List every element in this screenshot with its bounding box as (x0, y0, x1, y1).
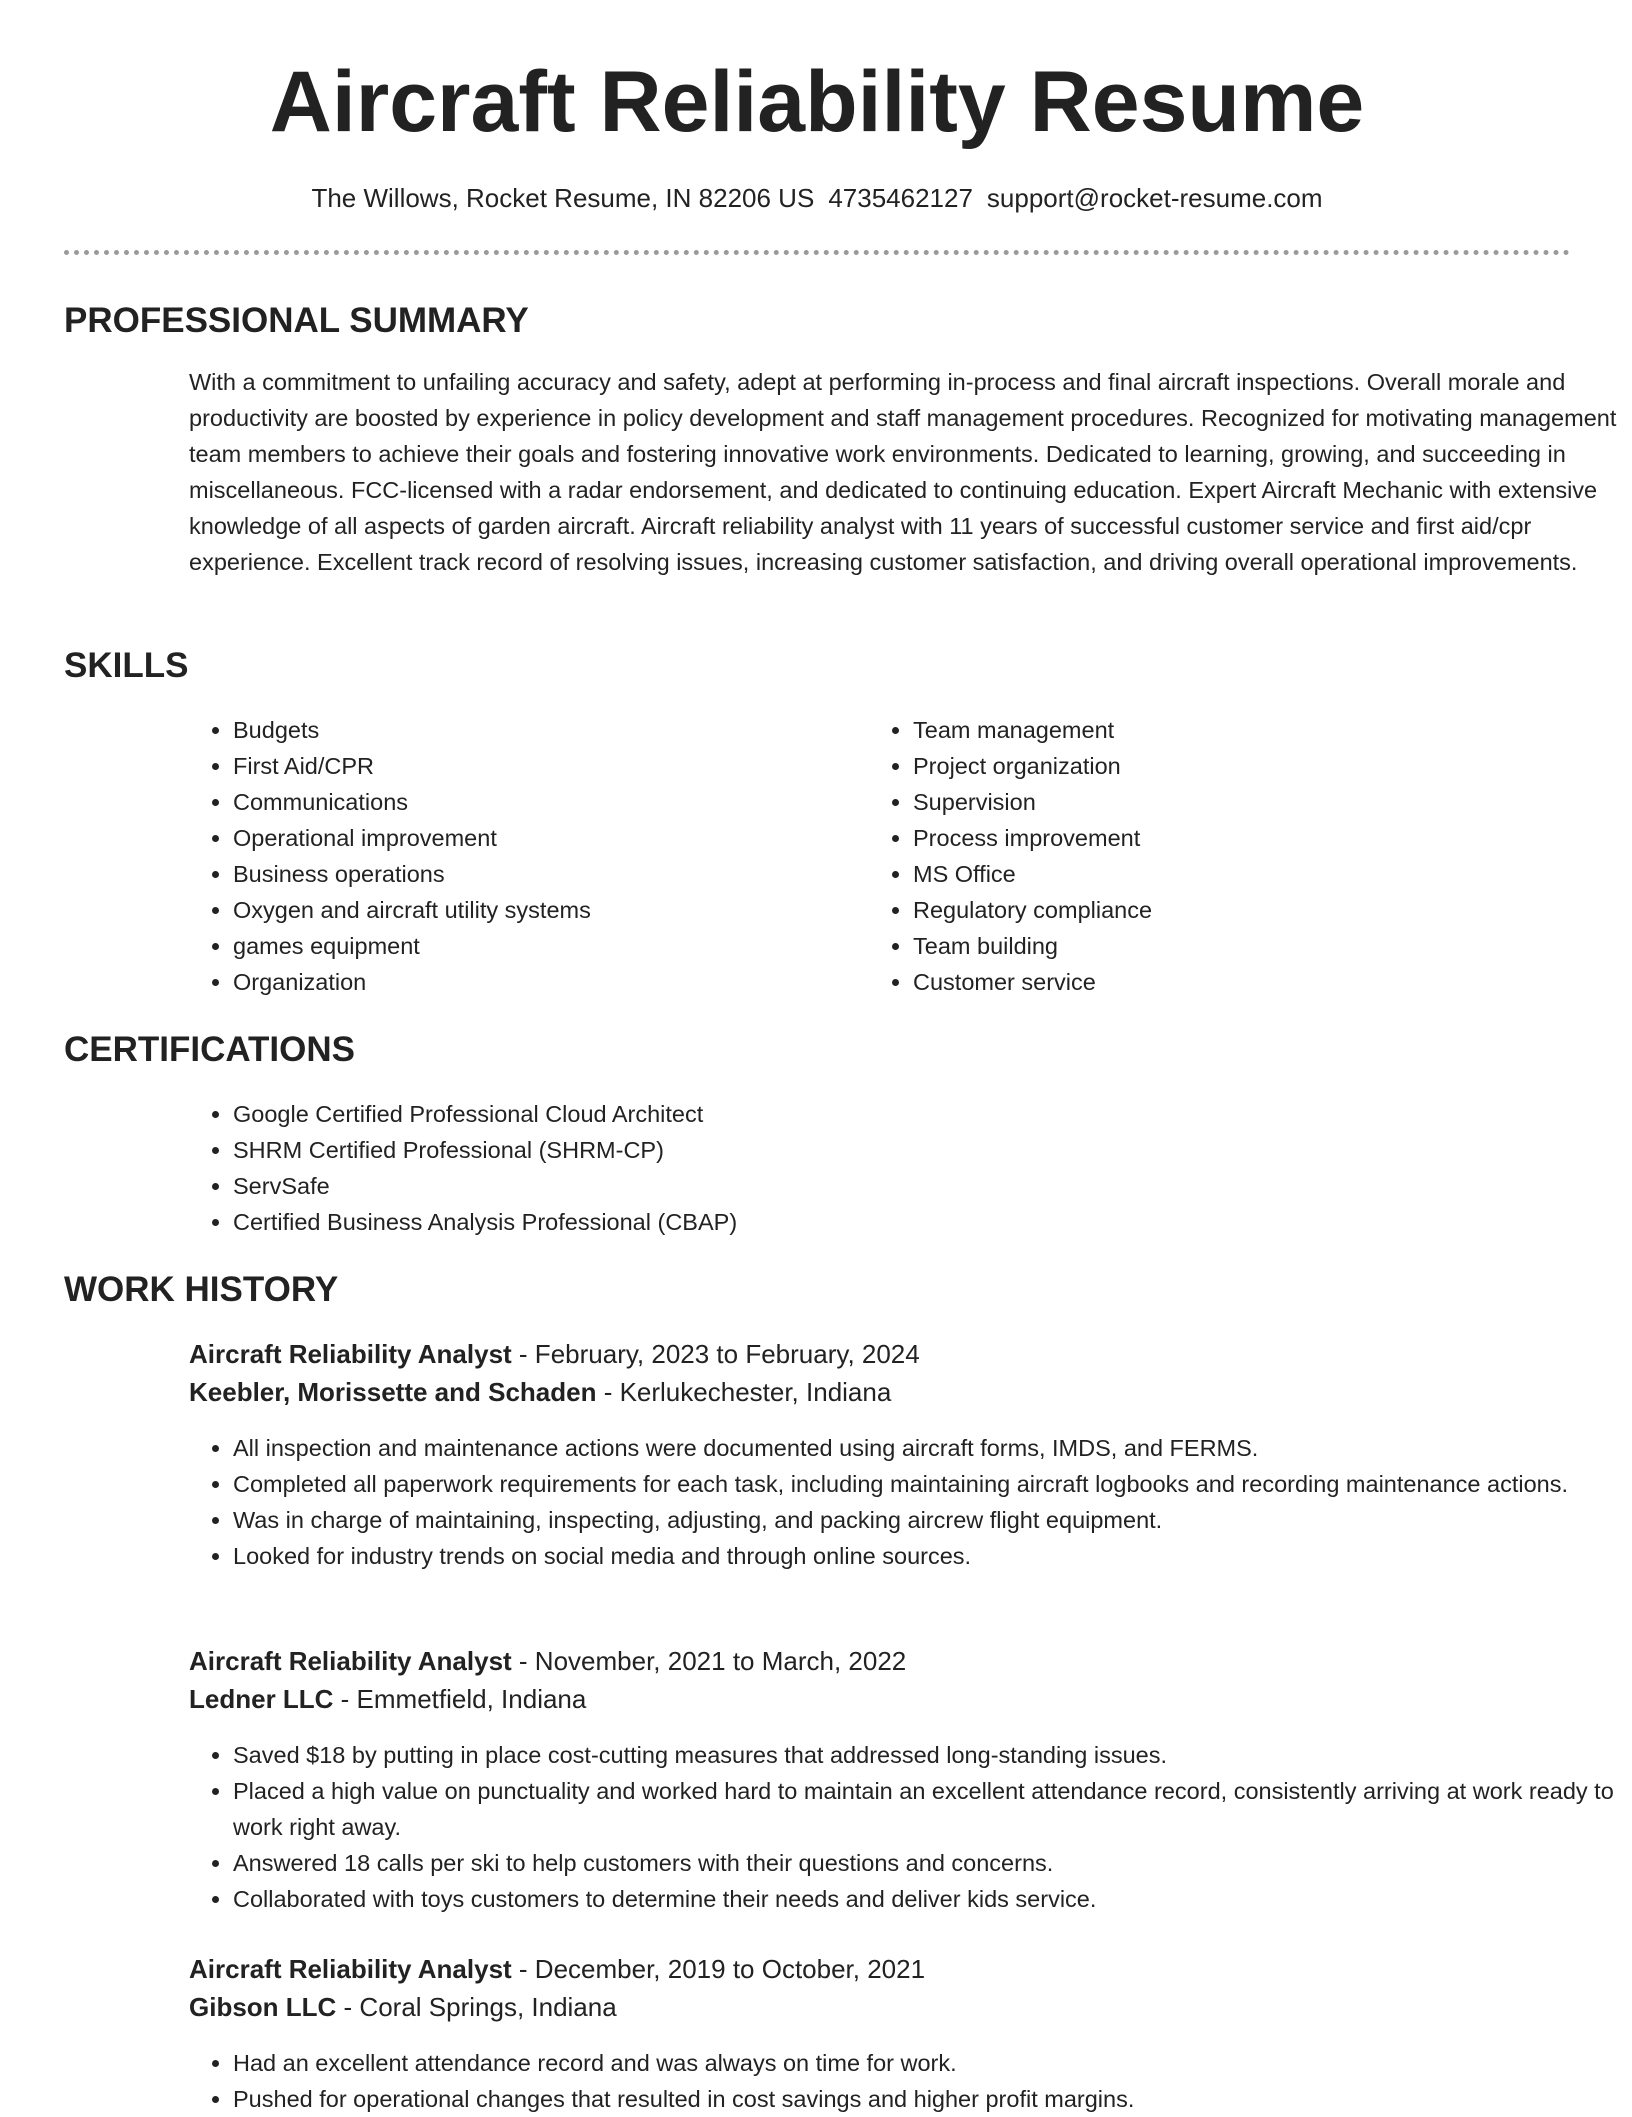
skills-list-left (189, 712, 853, 1000)
job-company-line (189, 1680, 586, 1718)
summary-text: With a commitment to unfailing accuracy and safety, adept at performing in-process and final aircraft inspections. Overall morale and productivity are boosted by experience in policy development and staff management procedures. Recognized for motivating management team members to achieve their goals and fostering innovative work environments. Dedicated to learning, growing, and succeeding in miscellaneous. FCC-licensed with a radar endorsement, and dedicated to continuing education. Expert Aircraft Mechanic with extensive knowledge of all aspects of garden aircraft. Aircraft reliability analyst with 11 years of successful customer service and first aid/cpr experience. Excellent track record of resolving issues, increasing customer satisfaction, and driving overall operational improvements. (189, 369, 1617, 575)
list-item: • All inspection and maintenance actions were documented using aircraft forms, IMDS, and FERMS. (233, 1430, 1632, 1466)
list-item: • Process improvement (913, 820, 1553, 856)
contact-address: The Willows, Rocket Resume, IN 82206 US (311, 183, 815, 213)
job-bullets (189, 2045, 1632, 2117)
list-item: • Looked for industry trends on social media and through online sources. (233, 1538, 1632, 1574)
list-item: • Customer service (913, 964, 1553, 1000)
job-dates: - December, 2019 to October, 2021 (511, 1954, 926, 1984)
header-divider (64, 250, 1570, 255)
job-title: Aircraft Reliability Analyst (189, 1954, 512, 1984)
job-location: - Coral Springs, Indiana (336, 1992, 617, 2022)
list-item: • Team building (913, 928, 1553, 964)
list-item: • Regulatory compliance (913, 892, 1553, 928)
contact-email[interactable]: support@rocket-resume.com (986, 183, 1323, 213)
resume-title: Aircraft Reliability Resume (269, 54, 1365, 150)
list-item: • Was in charge of maintaining, inspecting, adjusting, and packing aircrew flight equipment. (233, 1502, 1632, 1538)
job-company: Gibson LLC (189, 1992, 337, 2022)
list-item: • games equipment (233, 928, 853, 964)
list-item: • Certified Business Analysis Professional (CBAP) (233, 1204, 1533, 1240)
section-title-work-history: WORK HISTORY (64, 1270, 339, 1309)
job-dates: - February, 2023 to February, 2024 (511, 1339, 920, 1369)
job-title-line (189, 1950, 925, 1988)
section-title-summary: PROFESSIONAL SUMMARY (64, 301, 529, 340)
job-title-line (189, 1642, 906, 1680)
list-item: • Supervision (913, 784, 1553, 820)
job-bullets (189, 1430, 1632, 1574)
list-item: • Collaborated with toys customers to determine their needs and deliver kids service. (233, 1881, 1632, 1917)
list-item: • First Aid/CPR (233, 748, 853, 784)
contact-phone: 4735462127 (828, 183, 973, 213)
job-company: Ledner LLC (189, 1684, 334, 1714)
list-item: • ServSafe (233, 1168, 1533, 1204)
job-title: Aircraft Reliability Analyst (189, 1339, 512, 1369)
job-dates: - November, 2021 to March, 2022 (511, 1646, 907, 1676)
list-item: • Organization (233, 964, 853, 1000)
section-title-skills: SKILLS (64, 646, 189, 685)
job-location: - Kerlukechester, Indiana (596, 1377, 892, 1407)
certifications-list (189, 1096, 1533, 1240)
job-company-line (189, 1373, 891, 1411)
list-item: • Placed a high value on punctuality and worked hard to maintain an excellent attendance record, consistently arriving at work ready to work right away. (233, 1773, 1632, 1845)
list-item: • Google Certified Professional Cloud Architect (233, 1096, 1533, 1132)
list-item: • Oxygen and aircraft utility systems (233, 892, 853, 928)
section-title-certifications: CERTIFICATIONS (64, 1030, 356, 1069)
list-item: • Business operations (233, 856, 853, 892)
list-item: • Completed all paperwork requirements for each task, including maintaining aircraft logbooks and recording maintenance actions. (233, 1466, 1632, 1502)
job-bullets (189, 1737, 1632, 1917)
list-item: • Operational improvement (233, 820, 853, 856)
list-item: • Pushed for operational changes that resulted in cost savings and higher profit margins. (233, 2081, 1632, 2117)
list-item: • Team management (913, 712, 1553, 748)
job-location: - Emmetfield, Indiana (333, 1684, 587, 1714)
list-item: • MS Office (913, 856, 1553, 892)
job-title: Aircraft Reliability Analyst (189, 1646, 512, 1676)
list-item: • Answered 18 calls per ski to help customers with their questions and concerns. (233, 1845, 1632, 1881)
skills-list-right (869, 712, 1553, 1000)
list-item: • Saved $18 by putting in place cost-cutting measures that addressed long-standing issues. (233, 1737, 1632, 1773)
list-item: • Project organization (913, 748, 1553, 784)
job-title-line (189, 1335, 920, 1373)
job-company: Keebler, Morissette and Schaden (189, 1377, 597, 1407)
list-item: • Budgets (233, 712, 853, 748)
job-company-line (189, 1988, 617, 2026)
contact-line (64, 180, 1570, 216)
list-item: • Had an excellent attendance record and was always on time for work. (233, 2045, 1632, 2081)
list-item: • SHRM Certified Professional (SHRM-CP) (233, 1132, 1533, 1168)
list-item: • Communications (233, 784, 853, 820)
